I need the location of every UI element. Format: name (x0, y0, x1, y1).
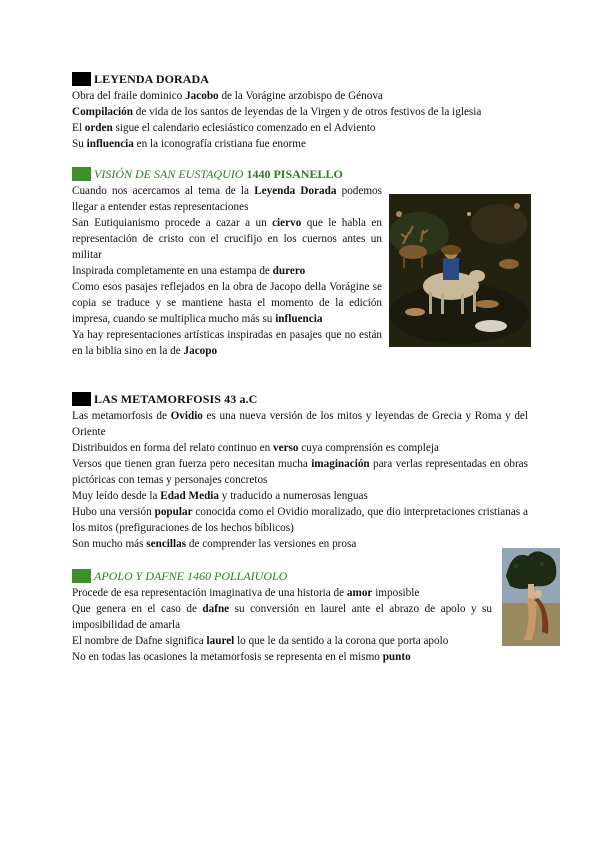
section-las-metamorfosis (72, 390, 528, 552)
paragraph: Como esos pasajes reflejados en la obra de Jacopo della Vorágine se copia se traduce y se mantiene hasta el momento de la edición impresa, cuando se multiplica mucho más su influencia (72, 281, 382, 325)
paragraph: Hubo una versión popular conocida como el Ovidio moralizado, que dio interpretaciones cristianas a los mitos (prefiguraciones de los hechos bíblicos) (72, 506, 529, 534)
section-heading (72, 390, 528, 408)
bullet-square-icon (72, 72, 91, 86)
paragraph: Las metamorfosis de Ovidio es una nueva versión de los mitos y leyendas de Grecia y Roma y del Oriente (72, 410, 528, 438)
section-apolo-y-dafne (72, 567, 492, 665)
bullet-square-icon (72, 569, 91, 583)
paragraph: Muy leído desde la Edad Media y traducido a numerosas lenguas (72, 490, 368, 502)
section-heading (72, 567, 492, 585)
bullet-square-icon (72, 167, 91, 181)
paragraph: Compilación de vida de los santos de leyendas de la Virgen y de otros festivos de la iglesia (72, 106, 482, 118)
paragraph: Distribuidos en forma del relato continuo en verso cuya comprensión es compleja (72, 442, 439, 454)
section-title: LEYENDA DORADA (94, 72, 210, 86)
section-leyenda-dorada (72, 70, 542, 152)
section-title: LAS METAMORFOSIS 43 a.C (94, 392, 258, 406)
section-vision-san-eustaquio (72, 165, 382, 359)
paragraph: El nombre de Dafne significa laurel lo que le da sentido a la corona que porta apolo (72, 635, 449, 647)
section-title-date: 1440 PISANELLO (246, 167, 343, 181)
paragraph: Su influencia en la iconografía cristiana fue enorme (72, 138, 306, 150)
paragraph: Son mucho más sencillas de comprender las versiones en prosa (72, 538, 357, 550)
paragraph: Obra del fraile dominico Jacobo de la Vorágine arzobispo de Génova (72, 90, 383, 102)
apolo-y-dafne-painting (502, 548, 560, 646)
section-title: APOLO Y DAFNE 1460 POLLAIUOLO (94, 569, 288, 583)
paragraph: Que genera en el caso de dafne su conversión en laurel ante el abrazo de apolo y su imposibilidad de amarla (72, 603, 492, 631)
paragraph: Procede de esa representación imaginativa de una historia de amor imposible (72, 587, 420, 599)
bullet-square-icon (72, 392, 91, 406)
paragraph: Inspirada completamente en una estampa de durero (72, 265, 306, 277)
paragraph: Ya hay representaciones artísticas inspiradas en pasajes que no están en la biblia sino en la de Jacopo (72, 329, 382, 357)
paragraph: San Eutiquianismo procede a cazar a un ciervo que le habla en representación de cristo con el crucifijo en los cuernos antes un militar (72, 217, 382, 261)
paragraph: Cuando nos acercamos al tema de la Leyenda Dorada podemos llegar a entender estas representaciones (72, 185, 383, 213)
paragraph: Versos que tienen gran fuerza pero necesitan mucha imaginación para verlas representadas en obras pictóricas con temas y personajes concretos (72, 458, 528, 486)
paragraph: No en todas las ocasiones la metamorfosis se representa en el mismo punto (72, 651, 411, 663)
painting-illustration (389, 194, 531, 347)
section-heading (72, 70, 542, 88)
section-title: VISIÓN DE SAN EUSTAQUIO (94, 167, 244, 181)
section-heading (72, 165, 382, 183)
vision-san-eustaquio-painting (389, 194, 531, 347)
painting-illustration (502, 548, 560, 646)
paragraph: El orden sigue el calendario eclesiástico comenzado en el Adviento (72, 122, 376, 134)
